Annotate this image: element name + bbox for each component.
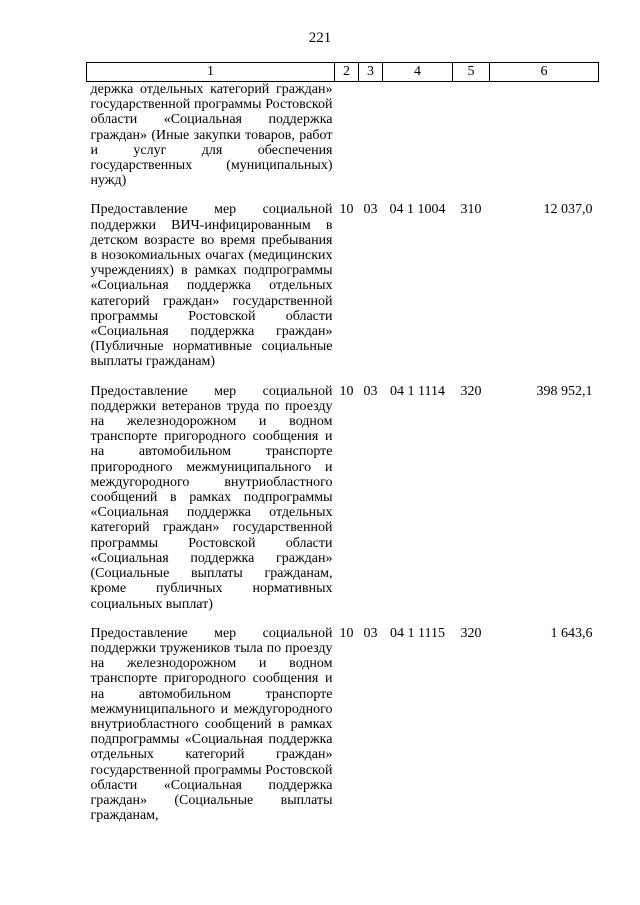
row-section: 10 [339,202,354,218]
row-target: 04 1 1004 [389,202,446,218]
row-section: 10 [339,625,354,641]
row-target: 04 1 1115 [390,625,445,641]
page-number: 221 [308,30,332,46]
table-row-continuation [87,82,599,203]
row-section: 10 [339,383,354,399]
table-body [87,82,599,838]
table-row [87,384,599,626]
header-col-4: 4 [383,63,453,82]
table-header [87,63,599,82]
row-expense-type: 320 [460,625,482,641]
row-description: Предоставление мер социальной поддержки тружеников тыла по проезду на железнодорожном и водном транспорте пригородного сообщения и на автомобильном транспорте межмуниципального и междугородного внутриобластного сообщений в рамках подпрограммы «Социальная поддержка отдельных категорий граждан» государственной программы Ростовской области «Социальная поддержка граждан» (Социальные выплаты гражданам, [90,625,333,824]
row-amount: 12 037,0 [543,202,593,218]
row-expense-type: 320 [460,383,482,399]
row-description: Предоставление мер социальной поддержки ветеранов труда по проезду на железнодорожном и водном транспорте пригородного сообщения и на автомобильном транспорте пригородного межмуниципального и междугородного внутриобластного сообщений в рамках подпрограммы «Социальная поддержка отдельных категорий граждан» государственной программы Ростовской области «Социальная поддержка граждан» (Социальные выплаты гражданам, кроме публичных нормативных социальных выплат) [90,383,333,612]
row-subsection: 03 [363,202,378,218]
table-row [87,202,599,383]
header-row [87,63,599,82]
row-expense-type: 310 [460,202,482,218]
continuation-empty [383,82,453,203]
continuation-empty [453,82,490,203]
table-row [87,626,599,838]
continuation-description: держка отдельных категорий граждан» государственной программы Ростовской области «Социальная поддержка граждан» (Иные закупки товаров, работ и услуг для обеспечения государственных (муниципальных) нужд) [90,82,333,189]
continuation-empty [490,82,599,203]
header-col-3: 3 [359,63,383,82]
header-col-5: 5 [453,63,490,82]
row-subsection: 03 [363,383,378,399]
row-subsection: 03 [363,625,378,641]
header-col-2: 2 [335,63,359,82]
row-description: Предоставление мер социальной поддержки ВИЧ-инфицированным в детском возрасте во время пребывания в нозокомиальных очагах (медицинских учреждениях) в рамках подпрограммы «Социальная поддержка отдельных категорий граждан» государственной программы Ростовской области «Социальная поддержка граждан» (Публичные нормативные социальные выплаты гражданам) [90,202,333,370]
budget-table [86,62,599,837]
row-target: 04 1 1114 [390,383,445,399]
header-col-6: 6 [490,63,599,82]
continuation-empty [359,82,383,203]
row-amount: 1 643,6 [550,625,593,641]
row-amount: 398 952,1 [536,383,593,399]
continuation-empty [335,82,359,203]
header-col-1: 1 [87,63,335,82]
